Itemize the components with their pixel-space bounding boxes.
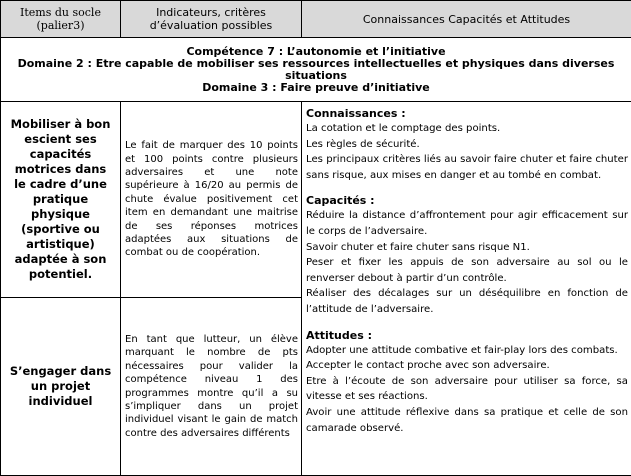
- row-mobiliser: [1, 102, 631, 298]
- connaissances-item: Les principaux critères liés au savoir faire chuter et faire chuter sans risque, aux mises en danger et au tombé en combat.: [306, 154, 628, 181]
- header-items-socle: Items du socle (palier3): [1, 1, 121, 38]
- capacites-heading: Capacités :: [306, 194, 375, 208]
- competence-cell: [1, 38, 631, 102]
- capacites-item: Peser et fixer les appuis de son adversaire au sol ou le renverser debout à partir d’un contrôle.: [306, 257, 628, 284]
- capacites-item: Réaliser des décalages sur un déséquilibre en fonction de l’attitude de l’adversaire.: [306, 288, 628, 315]
- domaine-3: Domaine 3 : Faire preuve d’initiative: [202, 80, 430, 94]
- connaissances-item: Les règles de sécurité.: [306, 138, 420, 150]
- connaissances-item: La cotation et le comptage des points.: [306, 123, 501, 134]
- item-mobiliser: Mobiliser à bon escient ses capacités motrices dans le cadre d’une pratique physique (sportive ou artistique) adaptée à son potentiel.: [1, 102, 121, 298]
- indicator-mobiliser: Le fait de marquer des 10 points et 100 points contre plusieurs adversaires et une note supérieure à 16/20 au permis de chute évalue positivement cet item en demandant une maitrise de ses réponses motrices adaptées aux situations de combat ou de coopération.: [121, 102, 302, 298]
- header-indicateurs: Indicateurs, critères d’évaluation possibles: [121, 1, 302, 38]
- spacer: [306, 318, 628, 328]
- attitudes-item: Avoir une attitude réflexive dans sa pratique et celle de son camarade observé.: [306, 406, 628, 434]
- attitudes-item: Accepter le contact proche avec son adversaire.: [306, 360, 550, 372]
- header-connaissances: Connaissances Capacités et Attitudes: [302, 1, 631, 38]
- connaissances-heading: Connaissances :: [306, 107, 406, 120]
- capacites-item: Savoir chuter et faire chuter sans risque N1.: [306, 241, 530, 253]
- attitudes-item: Etre à l’écoute de son adversaire pour utiliser sa force, sa vitesse et ses réactions.: [306, 375, 628, 403]
- competence-row: [1, 38, 631, 102]
- attitudes-item: Adopter une attitude combative et fair-play lors des combats.: [306, 344, 618, 356]
- spacer: [306, 183, 628, 193]
- competence-title: Compétence 7 : L’autonomie et l’initiative: [186, 44, 446, 58]
- header-row: [1, 1, 631, 38]
- capacites-item: Réduire la distance d’affrontement pour agir efficacement sur le corps de l’adversaire.: [306, 210, 628, 237]
- indicator-projet: En tant que lutteur, un élève marquant le nombre de pts nécessaires pour valider la compétence niveau 1 des programmes montre qu’il a su s’impliquer dans un projet individuel visant le gain de match contre des adversaires différents: [121, 298, 302, 476]
- knowledge-cell: [302, 102, 631, 476]
- attitudes-heading: Attitudes :: [306, 328, 372, 342]
- domaine-2: Domaine 2 : Etre capable de mobiliser ses ressources intellectuelles et physiques dans diverses situations: [17, 56, 615, 82]
- item-projet: S’engager dans un projet individuel: [1, 298, 121, 476]
